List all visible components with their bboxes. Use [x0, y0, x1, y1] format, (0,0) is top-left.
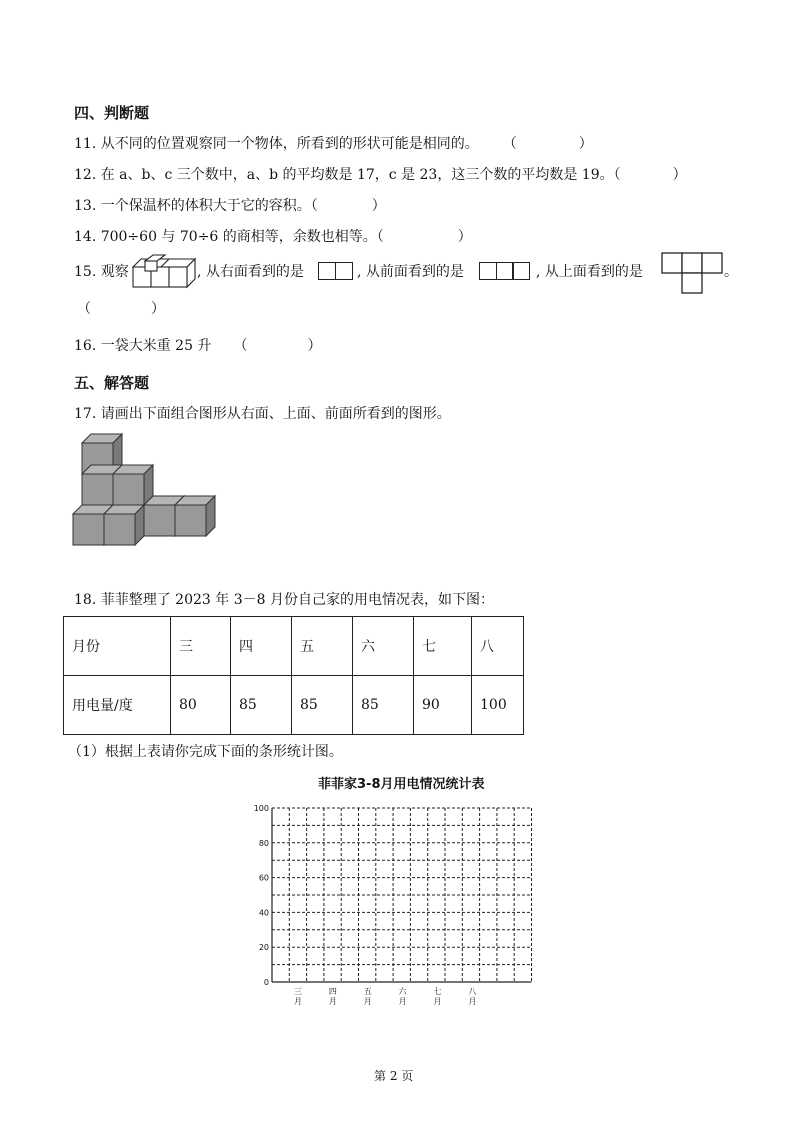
- question-16-text: 16. 一袋大米重 25 升: [74, 338, 212, 354]
- question-15-top-view-text: , 从上面看到的是: [536, 264, 643, 280]
- y-tick-label: 80: [258, 838, 269, 848]
- table-value-cell: 85: [231, 676, 292, 735]
- answer-paren-close: ）: [151, 301, 165, 317]
- electricity-table: [63, 616, 524, 735]
- table-month-cell: 七: [414, 617, 472, 676]
- table-value-cell: 85: [353, 676, 414, 735]
- y-tick-label: 40: [258, 908, 269, 918]
- page-number: 第 2 页: [374, 1069, 414, 1083]
- x-tick-label: 三: [293, 987, 302, 996]
- x-tick-label: 五: [363, 987, 372, 996]
- x-tick-label: 七: [433, 987, 442, 996]
- x-tick-label: 月: [398, 997, 407, 1006]
- y-tick-label: 20: [258, 943, 269, 953]
- cube: [104, 505, 144, 545]
- cube: [175, 496, 215, 536]
- question-11-text: 11. 从不同的位置观察同一个物体，所看到的形状可能是相同的。: [74, 136, 479, 152]
- top-view-shape: [661, 252, 723, 294]
- question-15-front-view-text: , 从前面看到的是: [357, 264, 464, 280]
- table-month-cell: 四: [231, 617, 292, 676]
- question-15: [74, 253, 129, 293]
- table-month-cell: 六: [353, 617, 414, 676]
- cube: [113, 465, 153, 505]
- table-value-cell: 80: [171, 676, 231, 735]
- answer-paren-open: （: [77, 301, 91, 317]
- question-17: 17. 请画出下面组合图形从右面、上面、前面所看到的图形。: [74, 406, 451, 422]
- answer-paren-close: ）: [457, 229, 472, 245]
- question-12-text: 12. 在 a、b、c 三个数中，a、b 的平均数是 17，c 是 23，这三个数的平均数是 19。（: [74, 167, 621, 183]
- square-cell: [512, 262, 530, 280]
- answer-paren-close: ）: [672, 167, 687, 183]
- section-judge-title: 四、判断题: [74, 104, 150, 122]
- x-tick-label: 八: [468, 987, 477, 996]
- square-cell: [335, 262, 353, 280]
- right-view-shape: [318, 262, 353, 280]
- cube-stack-figure: [70, 430, 220, 550]
- x-tick-label: 月: [468, 997, 477, 1006]
- x-tick-label: 月: [293, 997, 302, 1006]
- table-month-cell: 五: [292, 617, 353, 676]
- y-tick-label: 60: [258, 873, 269, 883]
- x-tick-label: 月: [328, 997, 337, 1006]
- table-month-cell: 三: [171, 617, 231, 676]
- question-13-text: 13. 一个保温杯的体积大于它的容积。（: [74, 198, 318, 214]
- question-15-lead: 15. 观察: [74, 264, 129, 280]
- table-value-cell: 90: [414, 676, 472, 735]
- question-11: [74, 134, 593, 154]
- square-cell: [318, 262, 336, 280]
- table-header-label: 月份: [64, 617, 171, 676]
- table-month-cell: 八: [472, 617, 524, 676]
- question-18-1: （1）根据上表请你完成下面的条形统计图。: [68, 744, 343, 760]
- table-row: [64, 617, 524, 676]
- table-row-label: 用电量/度: [64, 676, 171, 735]
- section-answer-title: 五、解答题: [74, 374, 150, 392]
- question-12: [74, 165, 687, 185]
- question-14: [74, 227, 472, 247]
- table-value-cell: 100: [472, 676, 524, 735]
- answer-paren-close: ）: [307, 338, 322, 354]
- x-tick-label: 月: [433, 997, 442, 1006]
- answer-paren-open: （: [502, 136, 517, 152]
- table-value-cell: 85: [292, 676, 353, 735]
- answer-paren-close: ）: [371, 198, 386, 214]
- front-view-shape: [479, 262, 530, 280]
- y-tick-label: 0: [263, 978, 269, 987]
- table-row: [64, 676, 524, 735]
- x-tick-label: 月: [363, 997, 372, 1006]
- square-cell: [479, 262, 497, 280]
- chart-title: 菲菲家3-8月用电情况统计表: [318, 777, 485, 792]
- question-15-answer: [77, 299, 165, 319]
- answer-paren-open: （: [233, 338, 248, 354]
- square-cell: [496, 262, 514, 280]
- bar-chart: [245, 798, 550, 1014]
- x-tick-label: 四: [328, 987, 337, 996]
- question-15-end: 。: [724, 264, 738, 280]
- question-15-right-view-text: , 从右面看到的是: [197, 264, 304, 280]
- y-tick-label: 100: [253, 804, 269, 813]
- question-18: 18. 菲菲整理了 2023 年 3－8 月份自己家的用电情况表，如下图：: [74, 592, 494, 608]
- question-14-text: 14. 700÷60 与 70÷6 的商相等，余数也相等。（: [74, 229, 384, 245]
- answer-paren-close: ）: [578, 136, 593, 152]
- cube-group-figure: [131, 253, 197, 289]
- question-16: [74, 336, 321, 356]
- x-tick-label: 六: [398, 987, 407, 996]
- question-13: [74, 196, 386, 216]
